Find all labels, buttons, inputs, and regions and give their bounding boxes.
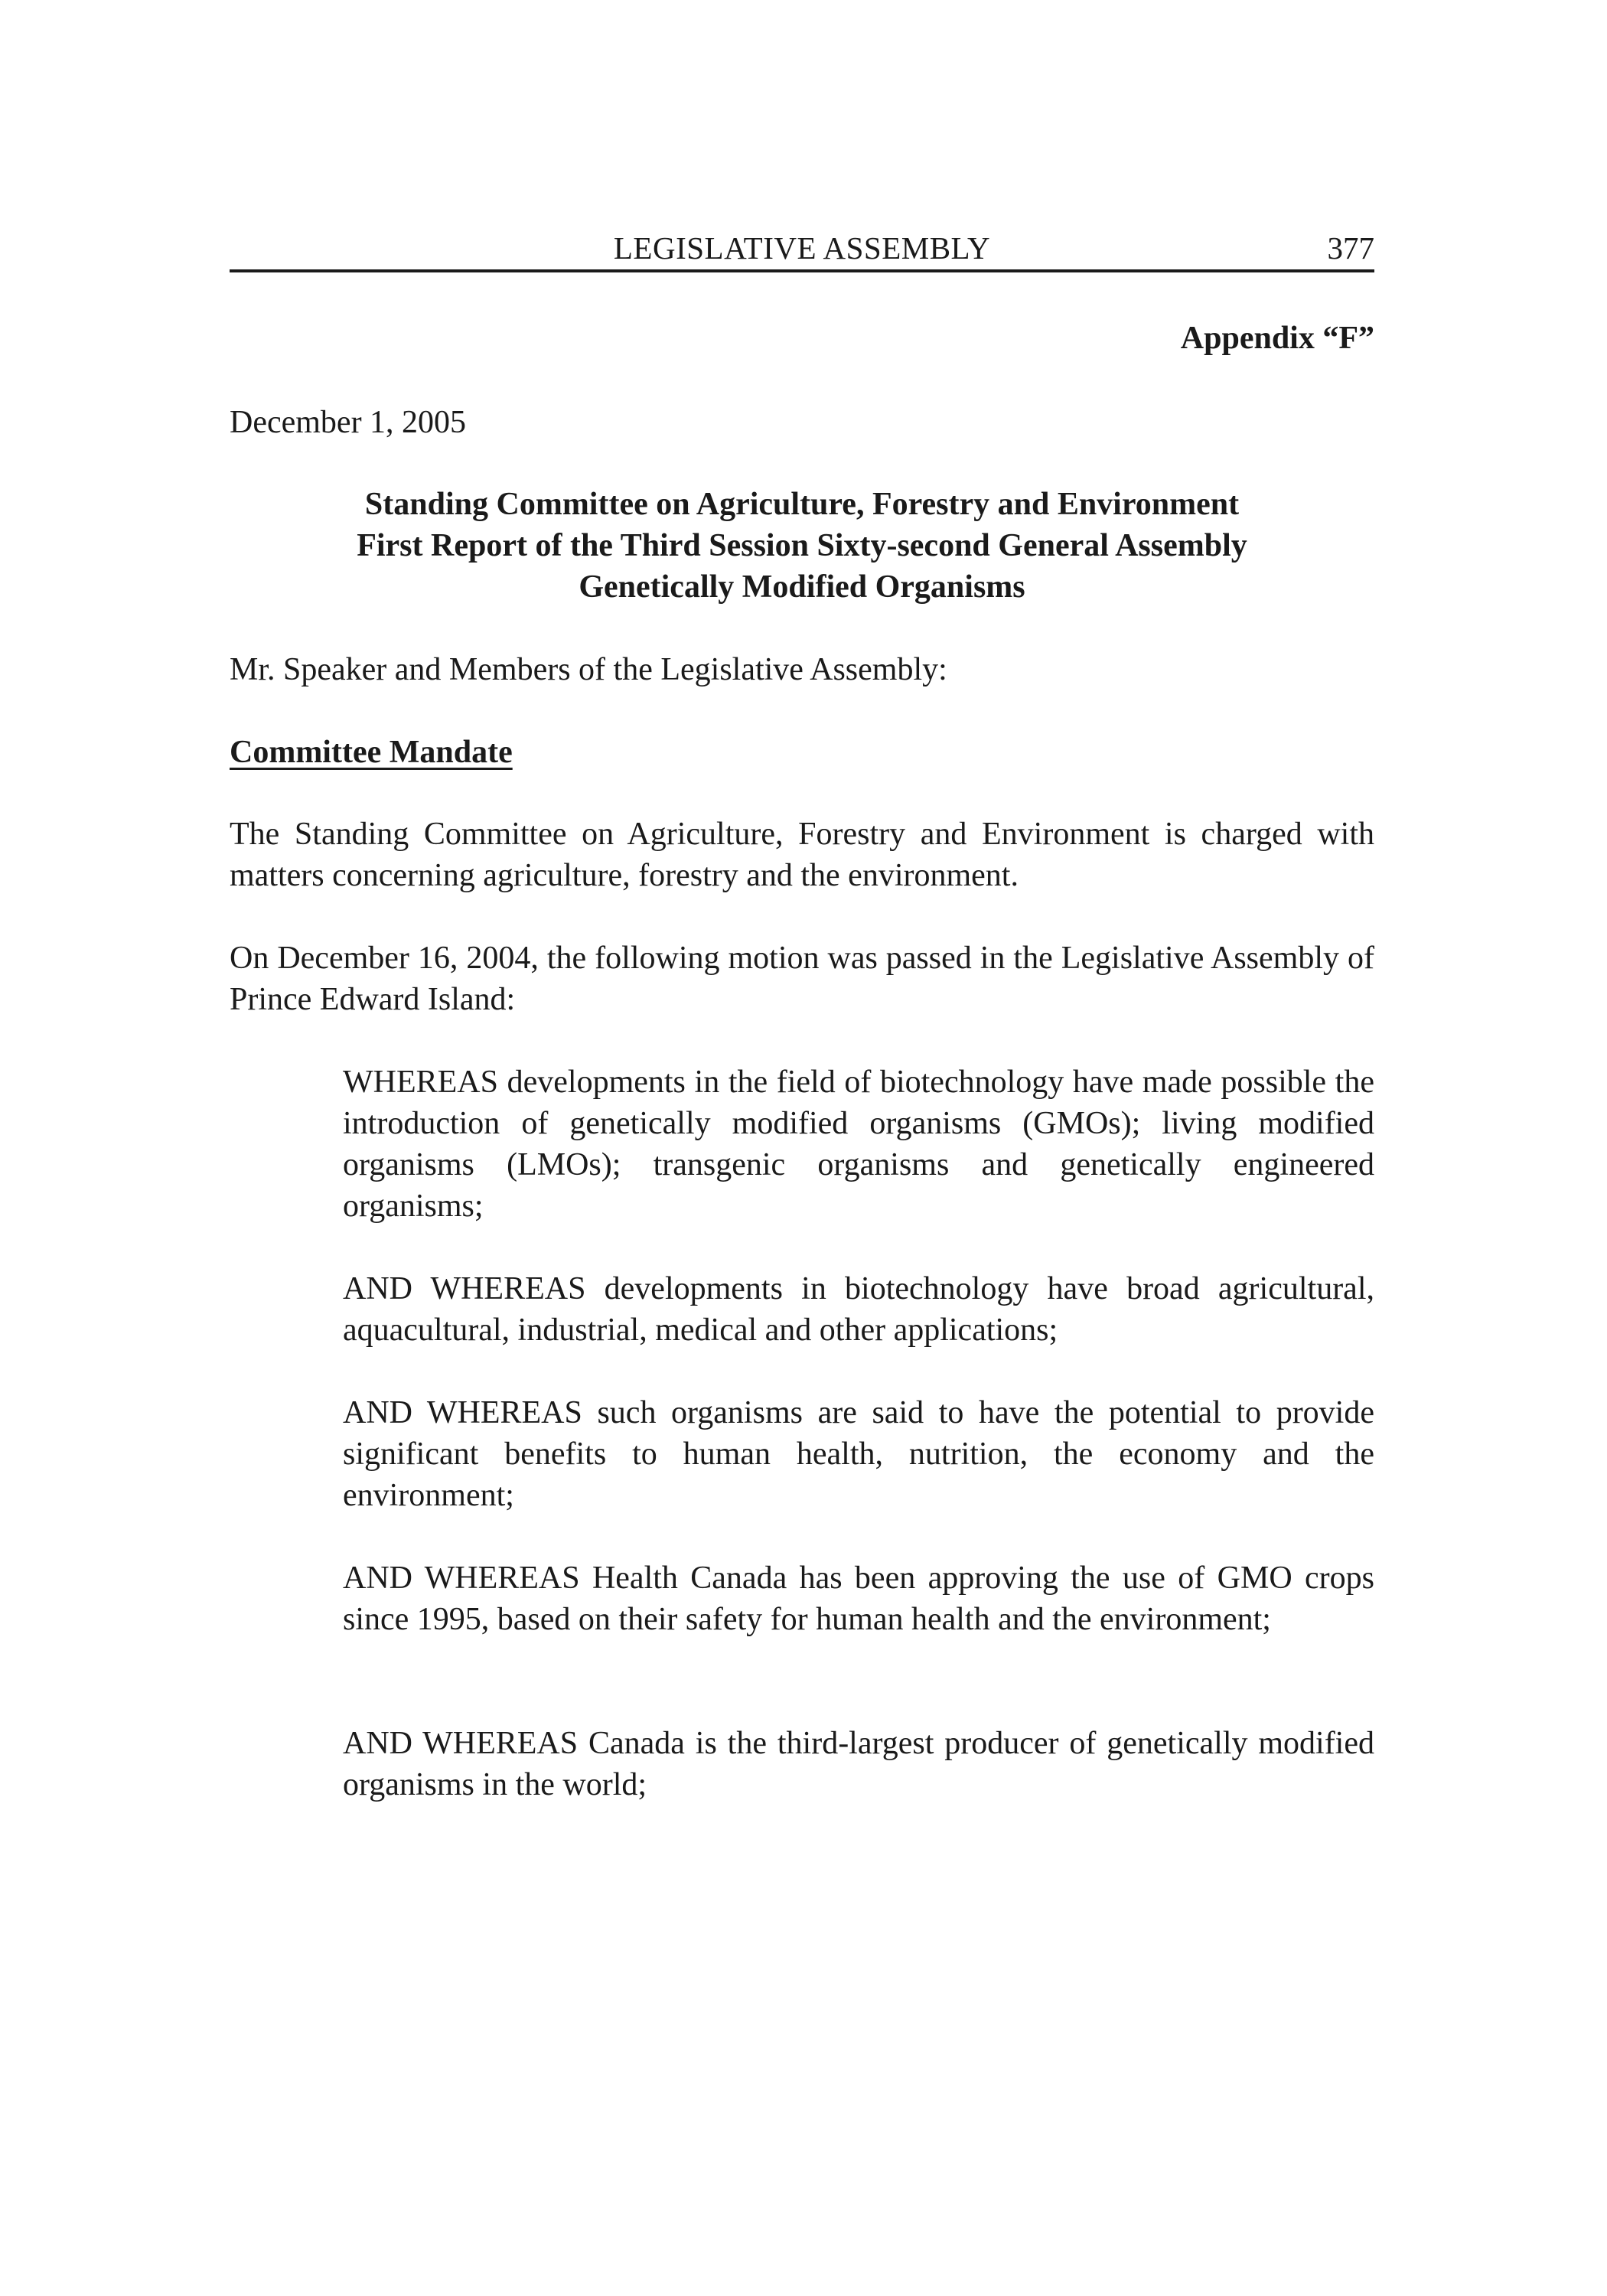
section-title: Committee Mandate	[230, 735, 513, 770]
whereas-clause: WHEREAS developments in the field of biotechnology have made possible the introduction of genetically modified organisms (GMOs); living modified organisms (LMOs); transgenic organisms and genetically engineered organisms;	[343, 1065, 1374, 1224]
heading-line-subject: Genetically Modified Organisms	[579, 569, 1025, 605]
appendix-label: Appendix “F”	[1180, 321, 1374, 356]
page-number: 377	[1327, 230, 1374, 266]
whereas-clause: AND WHEREAS such organisms are said to have the potential to provide significant benefits to human health, nutrition, the economy and the environment;	[343, 1395, 1374, 1513]
report-heading	[230, 484, 1374, 608]
whereas-clause: AND WHEREAS developments in biotechnology have broad agricultural, aquacultural, industrial, medical and other applications;	[343, 1271, 1374, 1348]
heading-line-committee: Standing Committee on Agriculture, Forestry and Environment	[364, 487, 1240, 522]
heading-line-report: First Report of the Third Session Sixty-second General Assembly	[357, 528, 1247, 563]
header-title: LEGISLATIVE ASSEMBLY	[613, 230, 991, 266]
whereas-clause: AND WHEREAS Canada is the third-largest producer of genetically modified organisms in the world;	[343, 1726, 1374, 1802]
paragraph: On December 16, 2004, the following motion was passed in the Legislative Assembly of Prince Edward Island:	[230, 941, 1374, 1017]
salutation: Mr. Speaker and Members of the Legislative Assembly:	[230, 652, 947, 687]
whereas-clause: AND WHEREAS Health Canada has been approving the use of GMO crops since 1995, based on their safety for human health and the environment;	[343, 1561, 1374, 1637]
report-date: December 1, 2005	[230, 405, 467, 440]
running-header	[230, 227, 1374, 272]
paragraph: The Standing Committee on Agriculture, Forestry and Environment is charged with matters concerning agriculture, forestry and the environment.	[230, 817, 1374, 893]
